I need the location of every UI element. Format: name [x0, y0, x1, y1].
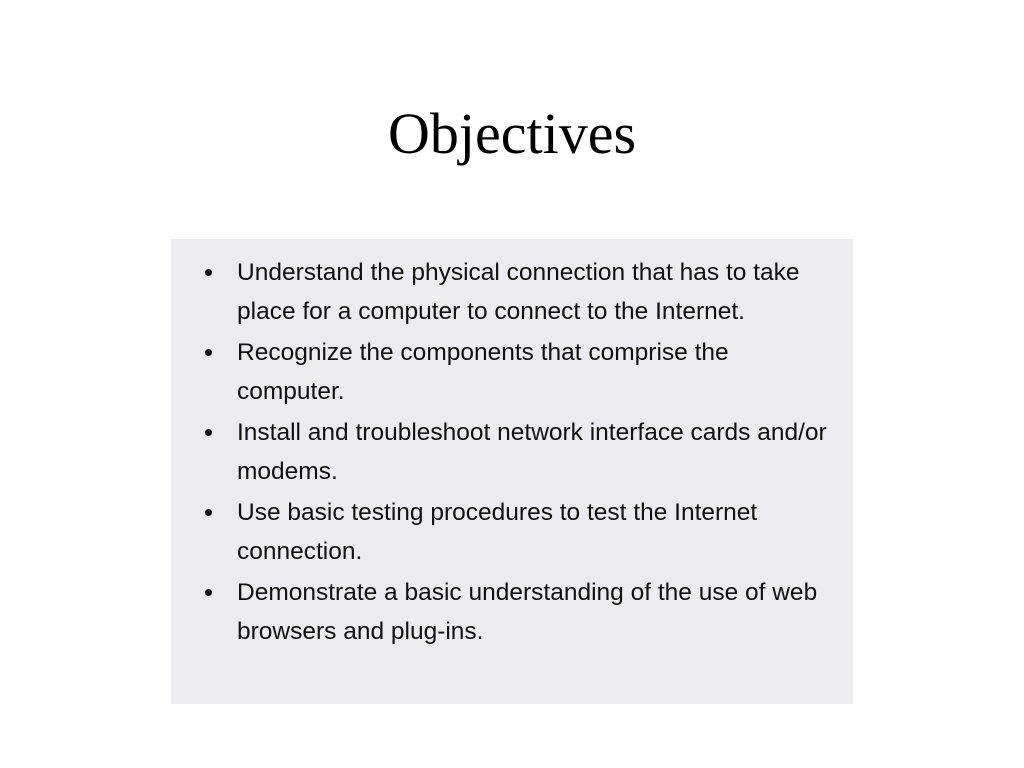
- objective-text: Use basic testing procedures to test the Internet connection.: [237, 499, 758, 565]
- bullet-icon: [205, 589, 212, 596]
- objectives-list: [201, 254, 833, 651]
- objective-text: Understand the physical connection that has to take place for a computer to connect to the Internet.: [237, 259, 800, 325]
- bullet-icon: [205, 509, 212, 516]
- bullet-icon: [205, 349, 212, 356]
- objective-text: Recognize the components that comprise the computer.: [237, 339, 729, 405]
- objective-item: [201, 414, 833, 491]
- objective-text: Demonstrate a basic understanding of the use of web browsers and plug-ins.: [237, 579, 818, 645]
- bullet-icon: [205, 429, 212, 436]
- objective-item: [201, 334, 833, 411]
- objective-item: [201, 574, 833, 651]
- bullet-icon: [205, 269, 212, 276]
- slide-title: Objectives: [387, 101, 637, 166]
- objective-text: Install and troubleshoot network interface cards and/or modems.: [237, 419, 827, 485]
- objectives-panel: [171, 239, 853, 704]
- objective-item: [201, 494, 833, 571]
- objective-item: [201, 254, 833, 331]
